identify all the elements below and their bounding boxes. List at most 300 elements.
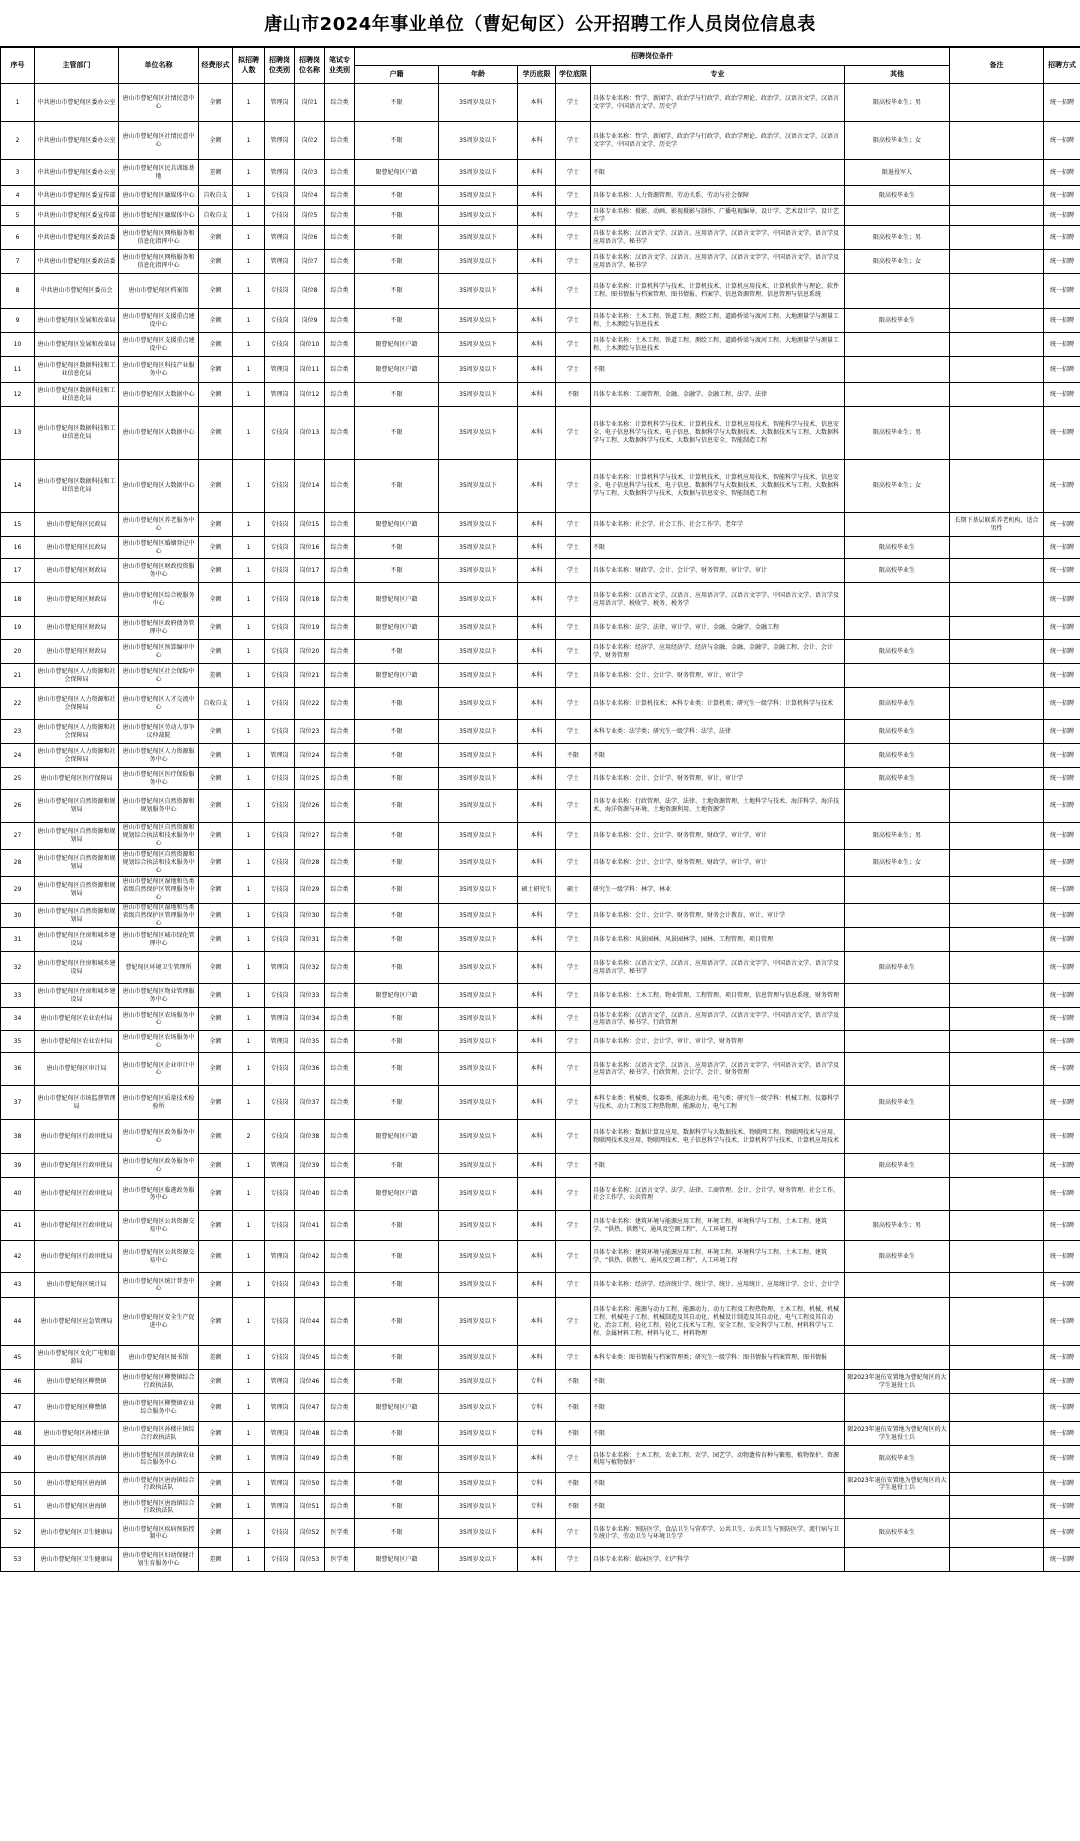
table-cell: 1: [233, 1394, 265, 1422]
table-cell: 综合类: [325, 383, 355, 407]
table-cell: 具体专业名称：摄影、动画、影视摄影与制作、广播电视编导、设计学、艺术设计学、设计艺术学: [591, 206, 845, 226]
table-cell: 唐山市曹妃甸区图书馆: [119, 1346, 199, 1370]
table-cell: 全额: [199, 537, 233, 559]
table-cell: 统一招聘: [1044, 928, 1080, 952]
table-cell: 唐山市曹妃甸区财政投资服务中心: [119, 559, 199, 583]
header-dept: 主管部门: [35, 48, 119, 84]
table-cell: 岗位36: [295, 1053, 325, 1086]
header-funding: 经费形式: [199, 48, 233, 84]
table-row: [1, 357, 1080, 383]
table-cell: 具体专业名称：哲学、新闻学、政治学与行政学、政治学理论、政治学、汉语言文学、汉语言文字学、中国语言文学、历史学: [591, 84, 845, 122]
table-cell: [950, 1008, 1044, 1031]
table-cell: 全额: [199, 226, 233, 250]
table-cell: [950, 537, 1044, 559]
table-cell: [950, 823, 1044, 850]
table-cell: 35周岁及以下: [439, 744, 518, 768]
table-cell: 唐山市曹妃甸区婚姻登记中心: [119, 537, 199, 559]
table-cell: 不限: [556, 744, 591, 768]
table-cell: 管理岗: [265, 1496, 295, 1519]
table-cell: 管理岗: [265, 1031, 295, 1053]
table-row: [1, 1241, 1080, 1273]
table-cell: 统一招聘: [1044, 1086, 1080, 1120]
table-cell: 具体专业名称：计算机科学与技术、计算机技术、计算机应用技术、智能科学与技术、信息安全、电子信息科学与技术、电子信息、数据科学与大数据技术、大数据技术与工程、大数据科学与工程、大数据科学与技术、大数据与信息安全、智能制造工程: [591, 460, 845, 513]
table-cell: 管理岗: [265, 1394, 295, 1422]
table-row: [1, 984, 1080, 1008]
table-cell: 专技岗: [265, 984, 295, 1008]
table-cell: 统一招聘: [1044, 537, 1080, 559]
table-cell: 医学类: [325, 1548, 355, 1572]
table-cell: [950, 250, 1044, 274]
table-cell: 限高校毕业生；女: [845, 460, 950, 513]
table-cell: [950, 1370, 1044, 1394]
table-cell: [845, 1273, 950, 1298]
table-cell: 学士: [556, 850, 591, 877]
table-cell: 学士: [556, 720, 591, 744]
table-cell: 学士: [556, 160, 591, 186]
table-cell: [950, 617, 1044, 640]
table-cell: 限曹妃甸区户籍: [355, 1394, 439, 1422]
table-cell: 1: [233, 357, 265, 383]
table-cell: 综合类: [325, 877, 355, 904]
table-cell: 35周岁及以下: [439, 309, 518, 333]
table-cell: 专技岗: [265, 274, 295, 309]
table-cell: 本科: [518, 122, 556, 160]
table-cell: [950, 1241, 1044, 1273]
table-cell: 具体专业名称：汉语言文学、汉语言、应用语言学、汉语言文字学、中国语言文学、语言学及应用语言学、秘书学、行政管理: [591, 1008, 845, 1031]
table-cell: 35周岁及以下: [439, 226, 518, 250]
table-cell: 自收自支: [199, 688, 233, 720]
table-cell: 1: [233, 617, 265, 640]
table-cell: 不限: [591, 537, 845, 559]
table-cell: 唐山市曹妃甸区柳赞镇: [35, 1394, 119, 1422]
table-cell: 全额: [199, 768, 233, 790]
table-cell: 1: [233, 250, 265, 274]
table-cell: 唐山市曹妃甸区安全生产促进中心: [119, 1298, 199, 1346]
table-cell: 本科: [518, 1178, 556, 1211]
table-cell: 不限: [355, 850, 439, 877]
table-cell: 唐山市曹妃甸区公共资源交易中心: [119, 1211, 199, 1241]
table-cell: 39: [1, 1154, 35, 1178]
table-row: [1, 583, 1080, 617]
table-cell: 岗位33: [295, 984, 325, 1008]
table-cell: 本科: [518, 1211, 556, 1241]
table-cell: 全额: [199, 850, 233, 877]
table-cell: 统一招聘: [1044, 1241, 1080, 1273]
table-cell: 中共唐山市曹妃甸区委员会: [35, 274, 119, 309]
table-cell: 岗位10: [295, 333, 325, 357]
table-cell: 15: [1, 513, 35, 537]
table-cell: 唐山市曹妃甸区住房和城乡建设局: [35, 984, 119, 1008]
table-cell: 综合类: [325, 1370, 355, 1394]
header-age: 年龄: [439, 66, 518, 84]
table-cell: 综合类: [325, 537, 355, 559]
table-cell: 全额: [199, 952, 233, 984]
table-cell: [845, 1548, 950, 1572]
table-cell: 专技岗: [265, 1178, 295, 1211]
table-cell: 限曹妃甸区户籍: [355, 1548, 439, 1572]
table-cell: 统一招聘: [1044, 720, 1080, 744]
table-cell: 岗位34: [295, 1008, 325, 1031]
table-cell: 本科: [518, 160, 556, 186]
table-cell: 唐山市曹妃甸区大数据中心: [119, 407, 199, 460]
table-cell: 不限: [355, 1154, 439, 1178]
table-cell: 1: [233, 768, 265, 790]
table-cell: 不限: [355, 1008, 439, 1031]
table-row: [1, 1031, 1080, 1053]
table-cell: 具体专业名称：建筑环境与能源应用工程、环境工程、环境科学与工程、土木工程、建筑学、“供热、供燃气、通风及空调工程”、人工环境工程: [591, 1241, 845, 1273]
table-cell: 唐山市曹妃甸区唐海镇综合行政执法队: [119, 1473, 199, 1496]
table-cell: 全额: [199, 274, 233, 309]
table-cell: 1: [233, 333, 265, 357]
table-cell: [950, 1120, 1044, 1154]
table-cell: 不限: [355, 1346, 439, 1370]
table-cell: 唐山市曹妃甸区文化广电和旅游局: [35, 1346, 119, 1370]
table-cell: 本科: [518, 1346, 556, 1370]
table-cell: 本科: [518, 823, 556, 850]
table-cell: 19: [1, 617, 35, 640]
table-cell: 21: [1, 664, 35, 688]
table-cell: 5: [1, 206, 35, 226]
table-cell: 33: [1, 984, 35, 1008]
table-cell: 研究生一级学科：林学、林业: [591, 877, 845, 904]
table-cell: 本科: [518, 583, 556, 617]
table-cell: 1: [233, 1346, 265, 1370]
table-cell: 统一招聘: [1044, 952, 1080, 984]
table-cell: 专技岗: [265, 664, 295, 688]
table-cell: 专技岗: [265, 1086, 295, 1120]
table-cell: 全额: [199, 1031, 233, 1053]
table-cell: 不限: [355, 84, 439, 122]
table-cell: 35周岁及以下: [439, 1394, 518, 1422]
table-cell: 4: [1, 186, 35, 206]
table-cell: 14: [1, 460, 35, 513]
table-row: [1, 850, 1080, 877]
table-cell: [845, 1298, 950, 1346]
table-cell: 35周岁及以下: [439, 1370, 518, 1394]
table-cell: [950, 1346, 1044, 1370]
table-cell: 唐山市曹妃甸区农场服务中心: [119, 1031, 199, 1053]
table-cell: [950, 1298, 1044, 1346]
table-cell: 唐山市曹妃甸区人才交流中心: [119, 688, 199, 720]
table-cell: 统一招聘: [1044, 877, 1080, 904]
table-cell: 唐山市曹妃甸区公共资源交易中心: [119, 1241, 199, 1273]
table-cell: 管理岗: [265, 84, 295, 122]
table-cell: [845, 904, 950, 928]
table-cell: 具体专业名称：土木工程、铁道工程、测绘工程、道路桥梁与渡河工程、大地测量学与测量工程、土木测绘与信息技术: [591, 309, 845, 333]
table-cell: 本科: [518, 1086, 556, 1120]
table-cell: 专技岗: [265, 720, 295, 744]
table-cell: 1: [233, 1031, 265, 1053]
table-row: [1, 1298, 1080, 1346]
table-row: [1, 952, 1080, 984]
table-row: [1, 904, 1080, 928]
header-hukou: 户籍: [355, 66, 439, 84]
table-cell: 唐山市曹妃甸区质量技术检验所: [119, 1086, 199, 1120]
table-cell: 35周岁及以下: [439, 1241, 518, 1273]
table-cell: 本科: [518, 617, 556, 640]
table-cell: 不限: [591, 1496, 845, 1519]
table-cell: 本科: [518, 1548, 556, 1572]
table-cell: 唐山市曹妃甸区人力资源和社会保障局: [35, 720, 119, 744]
table-cell: 全额: [199, 250, 233, 274]
table-cell: 不限: [591, 1394, 845, 1422]
table-cell: 岗位39: [295, 1154, 325, 1178]
table-cell: 岗位49: [295, 1446, 325, 1473]
table-cell: 学士: [556, 1053, 591, 1086]
table-cell: [845, 1178, 950, 1211]
table-cell: 全额: [199, 122, 233, 160]
table-cell: [950, 744, 1044, 768]
table-cell: 专技岗: [265, 309, 295, 333]
table-cell: 本科: [518, 1519, 556, 1548]
table-cell: [845, 617, 950, 640]
table-cell: [845, 928, 950, 952]
table-cell: 综合类: [325, 664, 355, 688]
table-cell: 1: [233, 383, 265, 407]
table-cell: 岗位38: [295, 1120, 325, 1154]
table-cell: 35周岁及以下: [439, 1086, 518, 1120]
table-cell: 综合类: [325, 1031, 355, 1053]
table-cell: 综合类: [325, 904, 355, 928]
table-cell: 唐山市曹妃甸区孙楼庄镇综合行政执法队: [119, 1422, 199, 1446]
table-cell: 35: [1, 1031, 35, 1053]
table-cell: 具体专业名称：会计、会计学、财务管理、财务会计教育、审计、审计学: [591, 904, 845, 928]
table-cell: [950, 640, 1044, 664]
table-cell: 统一招聘: [1044, 84, 1080, 122]
table-cell: 综合类: [325, 583, 355, 617]
table-cell: 管理岗: [265, 952, 295, 984]
table-cell: 唐山市曹妃甸区唐海镇综合行政执法队: [119, 1496, 199, 1519]
table-cell: [950, 407, 1044, 460]
table-cell: 不限: [355, 823, 439, 850]
table-cell: [950, 333, 1044, 357]
table-cell: 唐山市曹妃甸区财政局: [35, 583, 119, 617]
header-post: 招聘岗位名称: [295, 48, 325, 84]
table-cell: 不限: [556, 383, 591, 407]
table-cell: 专技岗: [265, 877, 295, 904]
table-cell: 不限: [355, 559, 439, 583]
table-cell: 限高校毕业生；男: [845, 1211, 950, 1241]
table-cell: 统一招聘: [1044, 1473, 1080, 1496]
table-row: [1, 460, 1080, 513]
table-cell: 26: [1, 790, 35, 823]
table-cell: 综合类: [325, 122, 355, 160]
table-cell: 11: [1, 357, 35, 383]
table-cell: 岗位24: [295, 744, 325, 768]
table-cell: [845, 664, 950, 688]
table-cell: 管理岗: [265, 122, 295, 160]
table-cell: 统一招聘: [1044, 274, 1080, 309]
table-cell: 岗位12: [295, 383, 325, 407]
table-cell: 35周岁及以下: [439, 206, 518, 226]
table-cell: 具体专业名称：会计、会计学、财务管理、财政学、审计学、审计: [591, 823, 845, 850]
table-cell: 限高校毕业生: [845, 1446, 950, 1473]
table-cell: 综合类: [325, 1241, 355, 1273]
table-cell: [950, 1394, 1044, 1422]
table-cell: 本科: [518, 333, 556, 357]
table-cell: 岗位25: [295, 768, 325, 790]
table-cell: [845, 984, 950, 1008]
table-cell: 35周岁及以下: [439, 383, 518, 407]
table-cell: 不限: [355, 720, 439, 744]
header-conditions: 招聘岗位条件: [355, 48, 950, 66]
table-cell: 本科: [518, 1120, 556, 1154]
table-cell: [950, 1519, 1044, 1548]
table-cell: 24: [1, 744, 35, 768]
table-cell: 1: [233, 850, 265, 877]
table-cell: 全额: [199, 1422, 233, 1446]
table-cell: 综合类: [325, 160, 355, 186]
table-cell: 具体专业名称：经济学、应用经济学、经济与金融、金融、金融学、金融工程、会计、会计学、财务管理: [591, 640, 845, 664]
table-cell: 唐山市曹妃甸区养老服务中心: [119, 513, 199, 537]
table-cell: 学士: [556, 768, 591, 790]
table-cell: 综合类: [325, 407, 355, 460]
table-cell: 管理岗: [265, 383, 295, 407]
table-cell: [950, 460, 1044, 513]
table-cell: 限高校毕业生: [845, 768, 950, 790]
table-cell: 专技岗: [265, 583, 295, 617]
table-row: [1, 1473, 1080, 1496]
table-cell: 36: [1, 1053, 35, 1086]
table-cell: 不限: [355, 407, 439, 460]
table-cell: 49: [1, 1446, 35, 1473]
table-cell: 限高校毕业生: [845, 559, 950, 583]
table-cell: 专技岗: [265, 559, 295, 583]
table-cell: 统一招聘: [1044, 768, 1080, 790]
table-cell: 具体专业名称：汉语言文学、汉语言、应用语言学、汉语言文字学、中国语言文学、语言学及应用语言学、秘书学: [591, 226, 845, 250]
table-cell: 统一招聘: [1044, 1053, 1080, 1086]
table-cell: 专技岗: [265, 768, 295, 790]
table-cell: 具体专业名称：汉语言文学、汉语言、应用语言学、汉语言文字学、中国语言文学、语言学及应用语言学、秘书学: [591, 250, 845, 274]
header-category: 招聘岗位类别: [265, 48, 295, 84]
table-cell: 学士: [556, 559, 591, 583]
table-cell: 不限: [355, 952, 439, 984]
table-cell: 综合类: [325, 1446, 355, 1473]
table-cell: 1: [233, 640, 265, 664]
table-cell: 唐山市曹妃甸区应急管理局: [35, 1298, 119, 1346]
table-cell: 唐山市曹妃甸区民政局: [35, 537, 119, 559]
table-cell: 唐山市曹妃甸区市场监督管理局: [35, 1086, 119, 1120]
table-cell: 统一招聘: [1044, 226, 1080, 250]
table-cell: 1: [233, 84, 265, 122]
table-cell: 全额: [199, 1008, 233, 1031]
table-row: [1, 768, 1080, 790]
table-cell: 限曹妃甸区户籍: [355, 583, 439, 617]
table-cell: 35周岁及以下: [439, 928, 518, 952]
table-cell: 岗位15: [295, 513, 325, 537]
table-cell: 专技岗: [265, 460, 295, 513]
table-cell: 综合类: [325, 460, 355, 513]
table-cell: 28: [1, 850, 35, 877]
table-cell: 综合类: [325, 357, 355, 383]
table-cell: 岗位53: [295, 1548, 325, 1572]
table-cell: 本科: [518, 250, 556, 274]
table-cell: 本科: [518, 688, 556, 720]
table-cell: 统一招聘: [1044, 1394, 1080, 1422]
table-cell: 统一招聘: [1044, 333, 1080, 357]
table-cell: 35周岁及以下: [439, 640, 518, 664]
table-cell: 不限: [556, 1370, 591, 1394]
table-cell: 岗位40: [295, 1178, 325, 1211]
table-cell: 岗位13: [295, 407, 325, 460]
table-cell: 统一招聘: [1044, 122, 1080, 160]
table-cell: 管理岗: [265, 1241, 295, 1273]
table-cell: 学士: [556, 206, 591, 226]
table-row: [1, 720, 1080, 744]
table-cell: 25: [1, 768, 35, 790]
table-cell: [950, 274, 1044, 309]
table-cell: [950, 160, 1044, 186]
table-row: [1, 1211, 1080, 1241]
table-cell: 唐山市曹妃甸区自然资源和规划综合执法和技术服务中心: [119, 850, 199, 877]
header-method: 招聘方式: [1044, 48, 1080, 84]
table-cell: 限高校毕业生: [845, 744, 950, 768]
table-cell: 学士: [556, 460, 591, 513]
table-cell: 唐山市曹妃甸区医疗保险服务中心: [119, 768, 199, 790]
table-row: [1, 1178, 1080, 1211]
table-cell: 不限: [355, 460, 439, 513]
table-cell: 35周岁及以下: [439, 904, 518, 928]
table-cell: 管理岗: [265, 226, 295, 250]
table-cell: 唐山市曹妃甸区大数据中心: [119, 383, 199, 407]
table-cell: 统一招聘: [1044, 206, 1080, 226]
table-cell: 本科: [518, 1241, 556, 1273]
table-cell: 长期下基层联系养老机构，适合男性: [950, 513, 1044, 537]
table-cell: 专技岗: [265, 790, 295, 823]
table-cell: 综合类: [325, 206, 355, 226]
table-cell: [845, 1394, 950, 1422]
table-cell: 唐山市曹妃甸区自然资源和规划服务中心: [119, 790, 199, 823]
table-cell: 全额: [199, 1178, 233, 1211]
table-cell: 综合类: [325, 84, 355, 122]
table-cell: 唐山市曹妃甸区政务服务中心: [119, 1154, 199, 1178]
table-cell: 统一招聘: [1044, 1496, 1080, 1519]
table-cell: 唐山市曹妃甸区融媒体中心: [119, 206, 199, 226]
table-cell: 35周岁及以下: [439, 1154, 518, 1178]
table-cell: 限曹妃甸区户籍: [355, 664, 439, 688]
header-seq: 序号: [1, 48, 35, 84]
table-cell: 35周岁及以下: [439, 984, 518, 1008]
table-cell: 统一招聘: [1044, 1211, 1080, 1241]
table-cell: 1: [233, 720, 265, 744]
table-cell: 35周岁及以下: [439, 790, 518, 823]
table-cell: 岗位37: [295, 1086, 325, 1120]
table-cell: 具体专业名称：计算机技术；本科专业类：计算机类；研究生一级学科：计算机科学与技术: [591, 688, 845, 720]
table-cell: 35周岁及以下: [439, 357, 518, 383]
table-cell: 全额: [199, 1211, 233, 1241]
table-cell: 38: [1, 1120, 35, 1154]
table-cell: 本科: [518, 768, 556, 790]
table-cell: [845, 274, 950, 309]
table-cell: 唐山市曹妃甸区唐海镇: [35, 1473, 119, 1496]
table-cell: 不限: [355, 1370, 439, 1394]
table-cell: 综合类: [325, 1053, 355, 1086]
table-cell: 学士: [556, 333, 591, 357]
table-cell: 综合类: [325, 1346, 355, 1370]
table-cell: 综合类: [325, 513, 355, 537]
table-cell: 综合类: [325, 333, 355, 357]
table-cell: 40: [1, 1178, 35, 1211]
table-row: [1, 1394, 1080, 1422]
table-cell: [845, 1496, 950, 1519]
table-cell: 35周岁及以下: [439, 688, 518, 720]
table-cell: 具体专业名称：数据计算及应用、数据科学与大数据技术、物联网工程、物联网技术与应用、物联网技术及应用、物联网技术、电子信息科学与技术、计算机科学与技术、计算机应用技术: [591, 1120, 845, 1154]
table-cell: 本科: [518, 664, 556, 688]
table-cell: 学士: [556, 274, 591, 309]
table-cell: 本科: [518, 559, 556, 583]
table-cell: 全额: [199, 583, 233, 617]
table-cell: 学士: [556, 1086, 591, 1120]
